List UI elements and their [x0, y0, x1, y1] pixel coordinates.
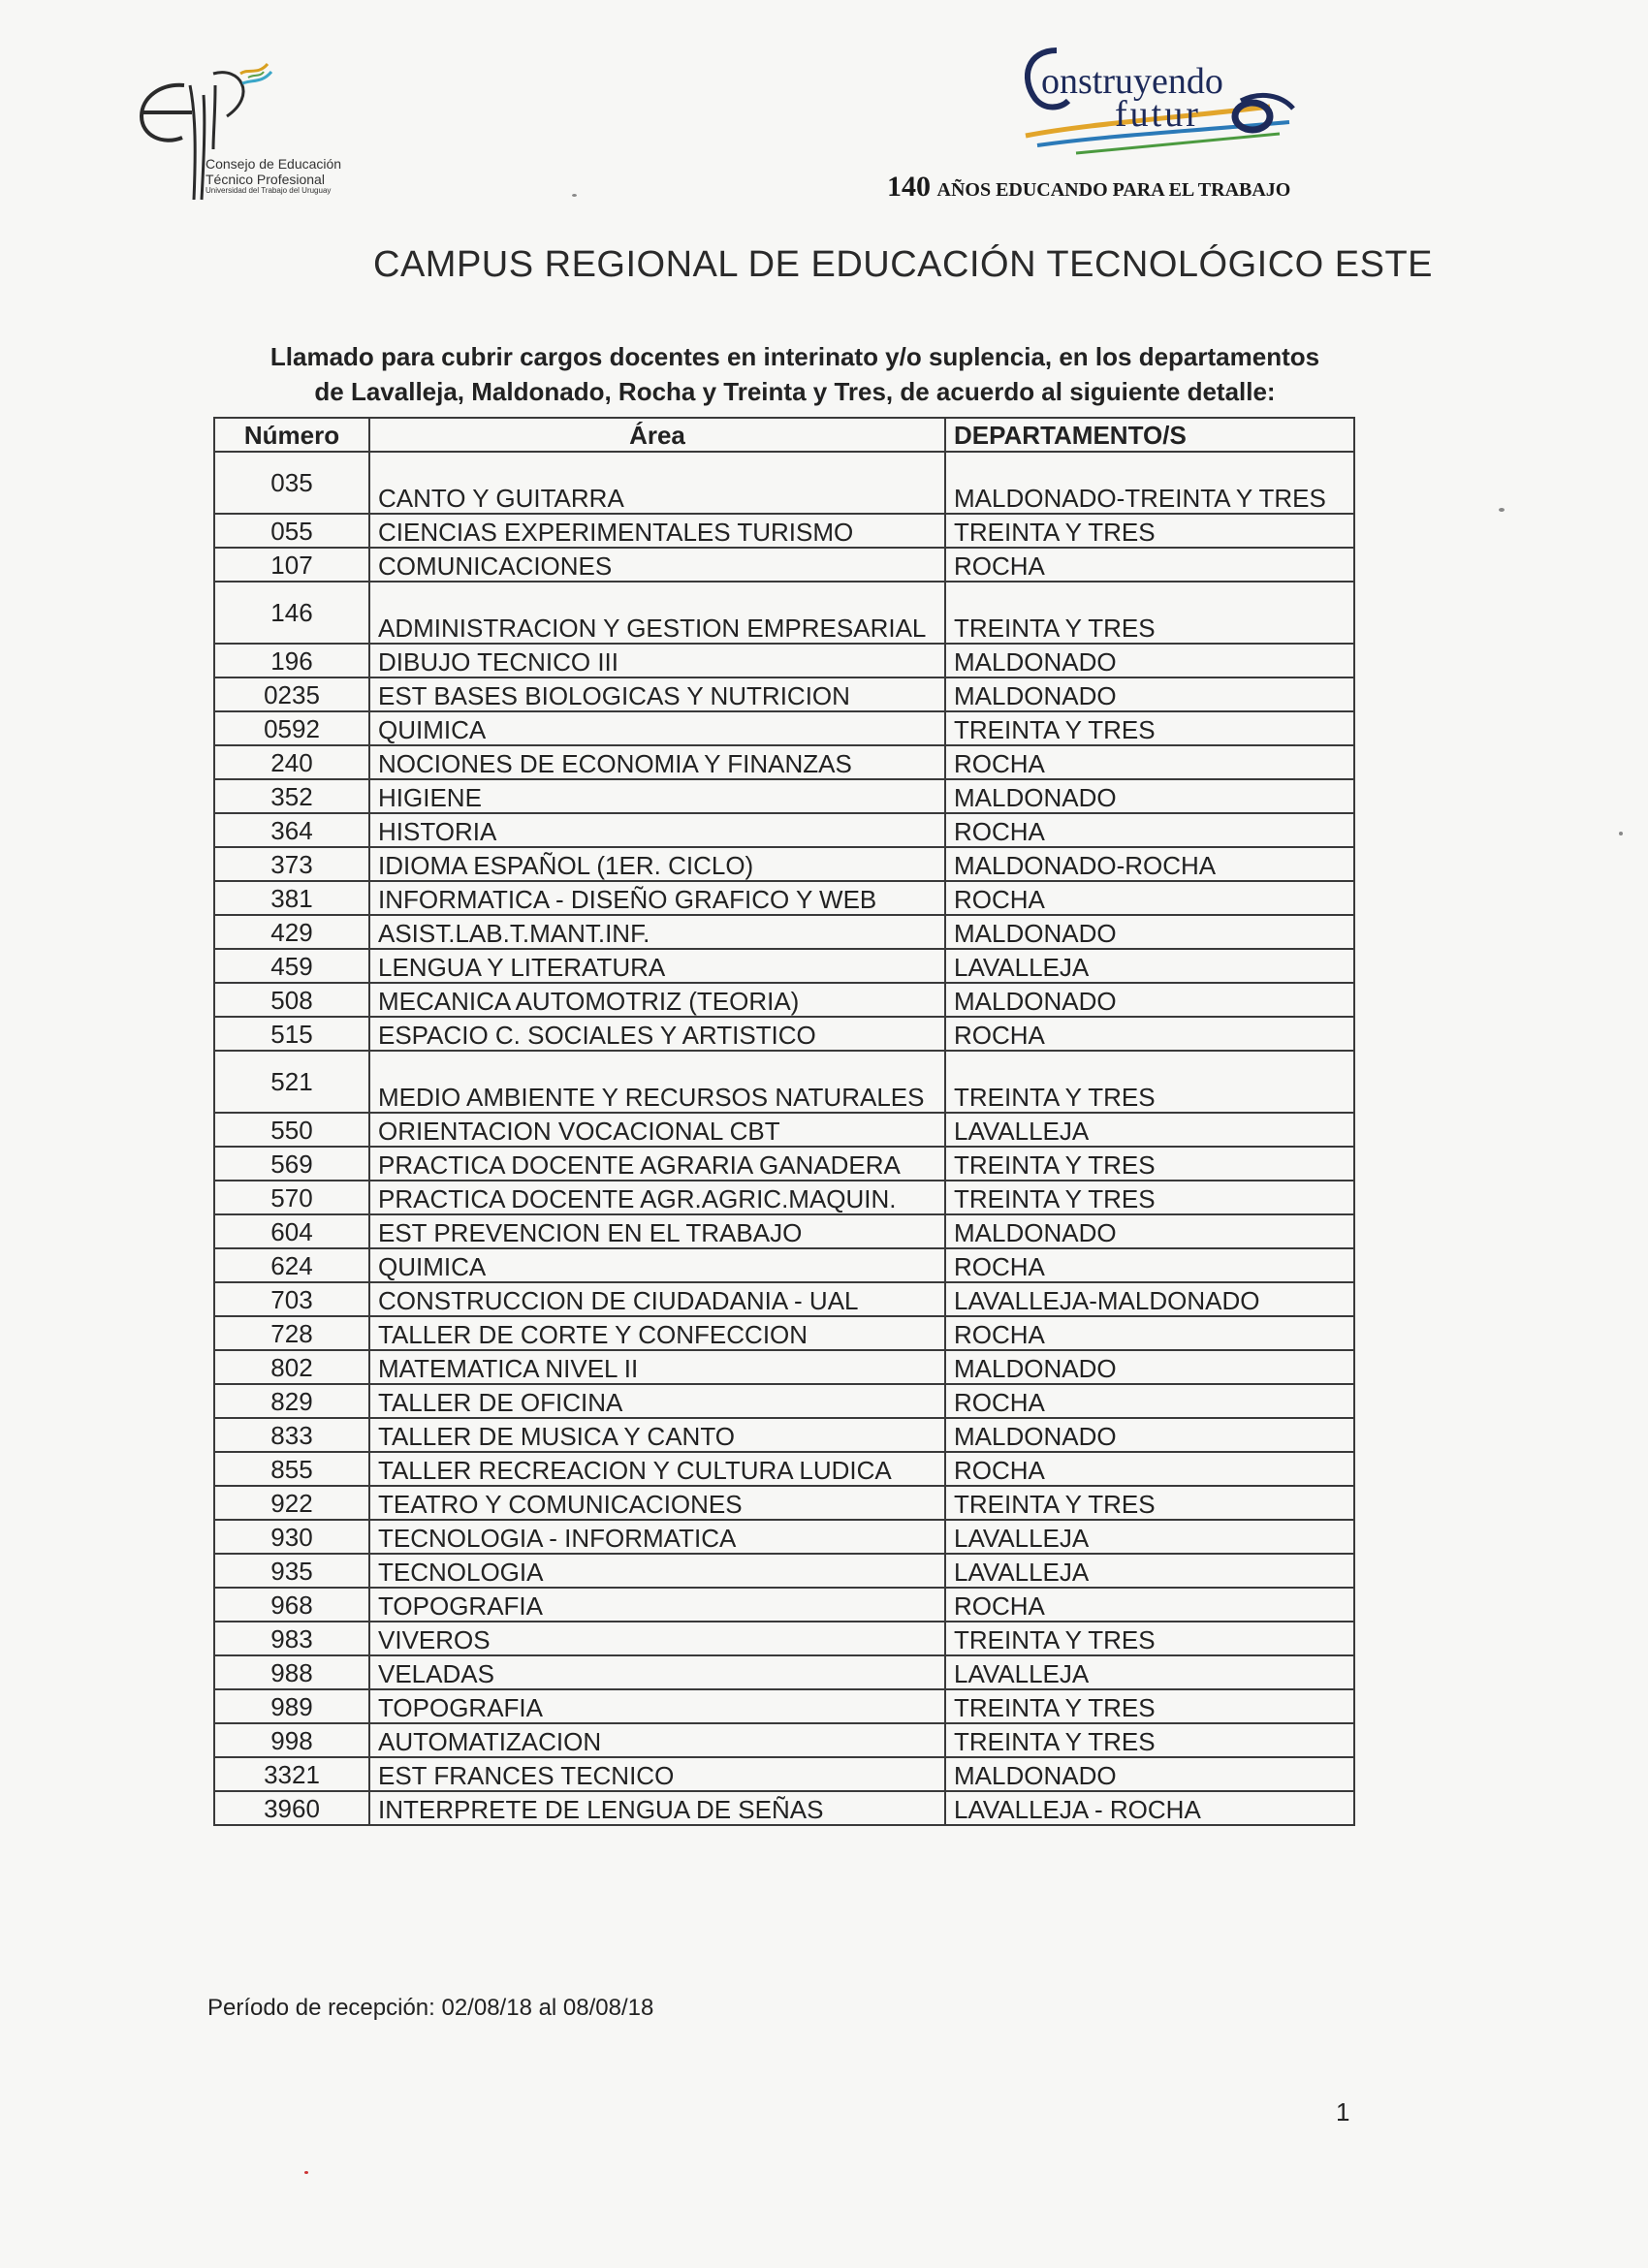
cell-numero: 0592	[214, 711, 369, 745]
cell-area: TECNOLOGIA - INFORMATICA	[369, 1520, 945, 1554]
cell-numero: 855	[214, 1452, 369, 1486]
cell-numero: 604	[214, 1214, 369, 1248]
table-row	[214, 1655, 1354, 1689]
positions-table	[213, 417, 1355, 1826]
intro-paragraph	[194, 339, 1396, 409]
cell-departamento: LAVALLEJA-MALDONADO	[945, 1282, 1354, 1316]
cell-departamento: TREINTA Y TRES	[945, 514, 1354, 548]
cell-area: QUIMICA	[369, 711, 945, 745]
cell-numero: 989	[214, 1689, 369, 1723]
cell-area: INFORMATICA - DISEÑO GRAFICO Y WEB	[369, 881, 945, 915]
cell-departamento: MALDONADO	[945, 983, 1354, 1017]
table-row	[214, 1757, 1354, 1791]
cell-departamento: MALDONADO	[945, 779, 1354, 813]
cell-departamento: LAVALLEJA	[945, 1554, 1354, 1588]
cell-area: INTERPRETE DE LENGUA DE SEÑAS	[369, 1791, 945, 1825]
table-row	[214, 1622, 1354, 1655]
cell-area: COMUNICACIONES	[369, 548, 945, 582]
header-area: Área	[369, 418, 945, 452]
org-line-3: Universidad del Trabajo del Uruguay	[206, 186, 332, 196]
page-title: CAMPUS REGIONAL DE EDUCACIÓN TECNOLÓGICO ESTE	[373, 244, 1434, 285]
cell-area: TEATRO Y COMUNICACIONES	[369, 1486, 945, 1520]
cell-numero: 935	[214, 1554, 369, 1588]
cell-area: TALLER DE OFICINA	[369, 1384, 945, 1418]
table-row	[214, 1316, 1354, 1350]
table-row	[214, 1486, 1354, 1520]
table-row	[214, 983, 1354, 1017]
cell-area: EST BASES BIOLOGICAS Y NUTRICION	[369, 677, 945, 711]
cell-numero: 381	[214, 881, 369, 915]
header-numero: Número	[214, 418, 369, 452]
table-row	[214, 949, 1354, 983]
cell-departamento: LAVALLEJA - ROCHA	[945, 1791, 1354, 1825]
cell-area: NOCIONES DE ECONOMIA Y FINANZAS	[369, 745, 945, 779]
table-row	[214, 847, 1354, 881]
cell-area: MEDIO AMBIENTE Y RECURSOS NATURALES	[369, 1051, 945, 1113]
cell-numero: 373	[214, 847, 369, 881]
scan-speck	[1619, 832, 1623, 835]
cell-numero: 570	[214, 1181, 369, 1214]
cell-area: PRACTICA DOCENTE AGR.AGRIC.MAQUIN.	[369, 1181, 945, 1214]
table-row	[214, 1588, 1354, 1622]
table-row	[214, 711, 1354, 745]
logo-word-construyendo: onstruyendo	[1041, 61, 1223, 102]
table-row	[214, 1113, 1354, 1147]
cell-numero: 988	[214, 1655, 369, 1689]
cell-area: ADMINISTRACION Y GESTION EMPRESARIAL	[369, 582, 945, 644]
construyendo-futuro-logo	[1018, 39, 1309, 165]
cell-area: TALLER DE CORTE Y CONFECCION	[369, 1316, 945, 1350]
cell-area: TOPOGRAFIA	[369, 1588, 945, 1622]
cell-departamento: TREINTA Y TRES	[945, 1486, 1354, 1520]
cell-numero: 802	[214, 1350, 369, 1384]
cell-area: TOPOGRAFIA	[369, 1689, 945, 1723]
tagline-number: 140	[887, 171, 931, 203]
cell-departamento: TREINTA Y TRES	[945, 1622, 1354, 1655]
cell-departamento: TREINTA Y TRES	[945, 1689, 1354, 1723]
cell-area: QUIMICA	[369, 1248, 945, 1282]
cell-area: CIENCIAS EXPERIMENTALES TURISMO	[369, 514, 945, 548]
table-row	[214, 1554, 1354, 1588]
table-row	[214, 548, 1354, 582]
cell-area: IDIOMA ESPAÑOL (1ER. CICLO)	[369, 847, 945, 881]
cell-numero: 107	[214, 548, 369, 582]
table-row	[214, 452, 1354, 514]
cell-departamento: ROCHA	[945, 1452, 1354, 1486]
cell-numero: 703	[214, 1282, 369, 1316]
table-row	[214, 1181, 1354, 1214]
cell-departamento: ROCHA	[945, 745, 1354, 779]
cell-numero: 364	[214, 813, 369, 847]
cell-departamento: TREINTA Y TRES	[945, 1723, 1354, 1757]
table-body	[214, 452, 1354, 1825]
cell-area: ASIST.LAB.T.MANT.INF.	[369, 915, 945, 949]
cell-numero: 055	[214, 514, 369, 548]
cell-departamento: ROCHA	[945, 1316, 1354, 1350]
cell-departamento: ROCHA	[945, 1248, 1354, 1282]
table-row	[214, 881, 1354, 915]
page-number: 1	[1336, 2097, 1350, 2126]
cell-numero: 983	[214, 1622, 369, 1655]
cell-area: EST PREVENCION EN EL TRABAJO	[369, 1214, 945, 1248]
cell-area: ESPACIO C. SOCIALES Y ARTISTICO	[369, 1017, 945, 1051]
cell-area: TECNOLOGIA	[369, 1554, 945, 1588]
table-row	[214, 1723, 1354, 1757]
table-row	[214, 1418, 1354, 1452]
cell-area: ORIENTACION VOCACIONAL CBT	[369, 1113, 945, 1147]
cell-numero: 515	[214, 1017, 369, 1051]
table-row	[214, 1452, 1354, 1486]
anniversary-tagline	[887, 171, 1290, 204]
org-line-2: Técnico Profesional	[206, 171, 325, 187]
cell-departamento: TREINTA Y TRES	[945, 1051, 1354, 1113]
cell-numero: 829	[214, 1384, 369, 1418]
table-row	[214, 1282, 1354, 1316]
cell-area: HIGIENE	[369, 779, 945, 813]
cell-departamento: MALDONADO-TREINTA Y TRES	[945, 452, 1354, 514]
cell-numero: 3321	[214, 1757, 369, 1791]
scan-speck	[304, 2171, 308, 2174]
table-row	[214, 745, 1354, 779]
cell-numero: 352	[214, 779, 369, 813]
cell-numero: 922	[214, 1486, 369, 1520]
cell-departamento: ROCHA	[945, 548, 1354, 582]
cell-numero: 930	[214, 1520, 369, 1554]
cell-area: CANTO Y GUITARRA	[369, 452, 945, 514]
cell-numero: 833	[214, 1418, 369, 1452]
table-row	[214, 1384, 1354, 1418]
table-row	[214, 1689, 1354, 1723]
cell-departamento: ROCHA	[945, 1017, 1354, 1051]
table-row	[214, 644, 1354, 677]
cell-departamento: LAVALLEJA	[945, 949, 1354, 983]
cell-departamento: MALDONADO	[945, 1418, 1354, 1452]
table-row	[214, 582, 1354, 644]
scan-speck	[1499, 508, 1505, 512]
table-row	[214, 1791, 1354, 1825]
table-row	[214, 1147, 1354, 1181]
cell-numero: 508	[214, 983, 369, 1017]
cetp-logo	[134, 56, 366, 211]
cell-departamento: TREINTA Y TRES	[945, 1147, 1354, 1181]
cell-area: TALLER RECREACION Y CULTURA LUDICA	[369, 1452, 945, 1486]
cell-departamento: MALDONADO	[945, 1757, 1354, 1791]
tagline-text: AÑOS EDUCANDO PARA EL TRABAJO	[936, 179, 1291, 201]
scan-speck	[572, 194, 577, 197]
cell-departamento: TREINTA Y TRES	[945, 582, 1354, 644]
table-row	[214, 514, 1354, 548]
cell-numero: 968	[214, 1588, 369, 1622]
table-row	[214, 1051, 1354, 1113]
cell-departamento: TREINTA Y TRES	[945, 711, 1354, 745]
cell-numero: 459	[214, 949, 369, 983]
cell-area: AUTOMATIZACION	[369, 1723, 945, 1757]
cell-area: TALLER DE MUSICA Y CANTO	[369, 1418, 945, 1452]
cell-area: LENGUA Y LITERATURA	[369, 949, 945, 983]
cell-numero: 624	[214, 1248, 369, 1282]
cell-numero: 035	[214, 452, 369, 514]
cell-departamento: LAVALLEJA	[945, 1520, 1354, 1554]
cell-departamento: MALDONADO	[945, 1214, 1354, 1248]
cell-numero: 146	[214, 582, 369, 644]
cell-area: DIBUJO TECNICO III	[369, 644, 945, 677]
cell-area: PRACTICA DOCENTE AGRARIA GANADERA	[369, 1147, 945, 1181]
cell-departamento: ROCHA	[945, 1588, 1354, 1622]
cell-area: CONSTRUCCION DE CIUDADANIA - UAL	[369, 1282, 945, 1316]
org-line-1: Consejo de Educación	[206, 156, 342, 172]
table-row	[214, 1248, 1354, 1282]
table-header-row	[214, 418, 1354, 452]
cell-numero: 196	[214, 644, 369, 677]
cell-departamento: MALDONADO	[945, 915, 1354, 949]
cell-numero: 728	[214, 1316, 369, 1350]
cell-area: MECANICA AUTOMOTRIZ (TEORIA)	[369, 983, 945, 1017]
cell-numero: 0235	[214, 677, 369, 711]
cell-departamento: MALDONADO	[945, 644, 1354, 677]
table-row	[214, 1350, 1354, 1384]
cell-numero: 3960	[214, 1791, 369, 1825]
cell-area: HISTORIA	[369, 813, 945, 847]
logo-word-futuro: futur	[1115, 94, 1201, 135]
cell-departamento: ROCHA	[945, 813, 1354, 847]
cell-numero: 240	[214, 745, 369, 779]
table-row	[214, 915, 1354, 949]
cell-area: VIVEROS	[369, 1622, 945, 1655]
header-departamentos: DEPARTAMENTO/S	[945, 418, 1354, 452]
intro-line-1: Llamado para cubrir cargos docentes en interinato y/o suplencia, en los departamentos	[269, 342, 1320, 371]
cell-area: MATEMATICA NIVEL II	[369, 1350, 945, 1384]
cell-departamento: LAVALLEJA	[945, 1655, 1354, 1689]
cell-area: VELADAS	[369, 1655, 945, 1689]
cell-departamento: ROCHA	[945, 881, 1354, 915]
cell-area: EST FRANCES TECNICO	[369, 1757, 945, 1791]
cell-numero: 550	[214, 1113, 369, 1147]
table-row	[214, 1017, 1354, 1051]
table-row	[214, 677, 1354, 711]
table-row	[214, 779, 1354, 813]
cell-numero: 569	[214, 1147, 369, 1181]
cell-departamento: LAVALLEJA	[945, 1113, 1354, 1147]
cell-departamento: MALDONADO-ROCHA	[945, 847, 1354, 881]
intro-line-2: de Lavalleja, Maldonado, Rocha y Treinta y Tres, de acuerdo al siguiente detalle:	[314, 377, 1276, 406]
cell-numero: 429	[214, 915, 369, 949]
table-row	[214, 1214, 1354, 1248]
cell-departamento: MALDONADO	[945, 677, 1354, 711]
reception-period: Período de recepción: 02/08/18 al 08/08/18	[207, 1995, 654, 2021]
table-row	[214, 1520, 1354, 1554]
cetp-org-name	[206, 157, 341, 196]
cell-departamento: ROCHA	[945, 1384, 1354, 1418]
cell-numero: 521	[214, 1051, 369, 1113]
table-row	[214, 813, 1354, 847]
cell-departamento: TREINTA Y TRES	[945, 1181, 1354, 1214]
cell-numero: 998	[214, 1723, 369, 1757]
cell-departamento: MALDONADO	[945, 1350, 1354, 1384]
